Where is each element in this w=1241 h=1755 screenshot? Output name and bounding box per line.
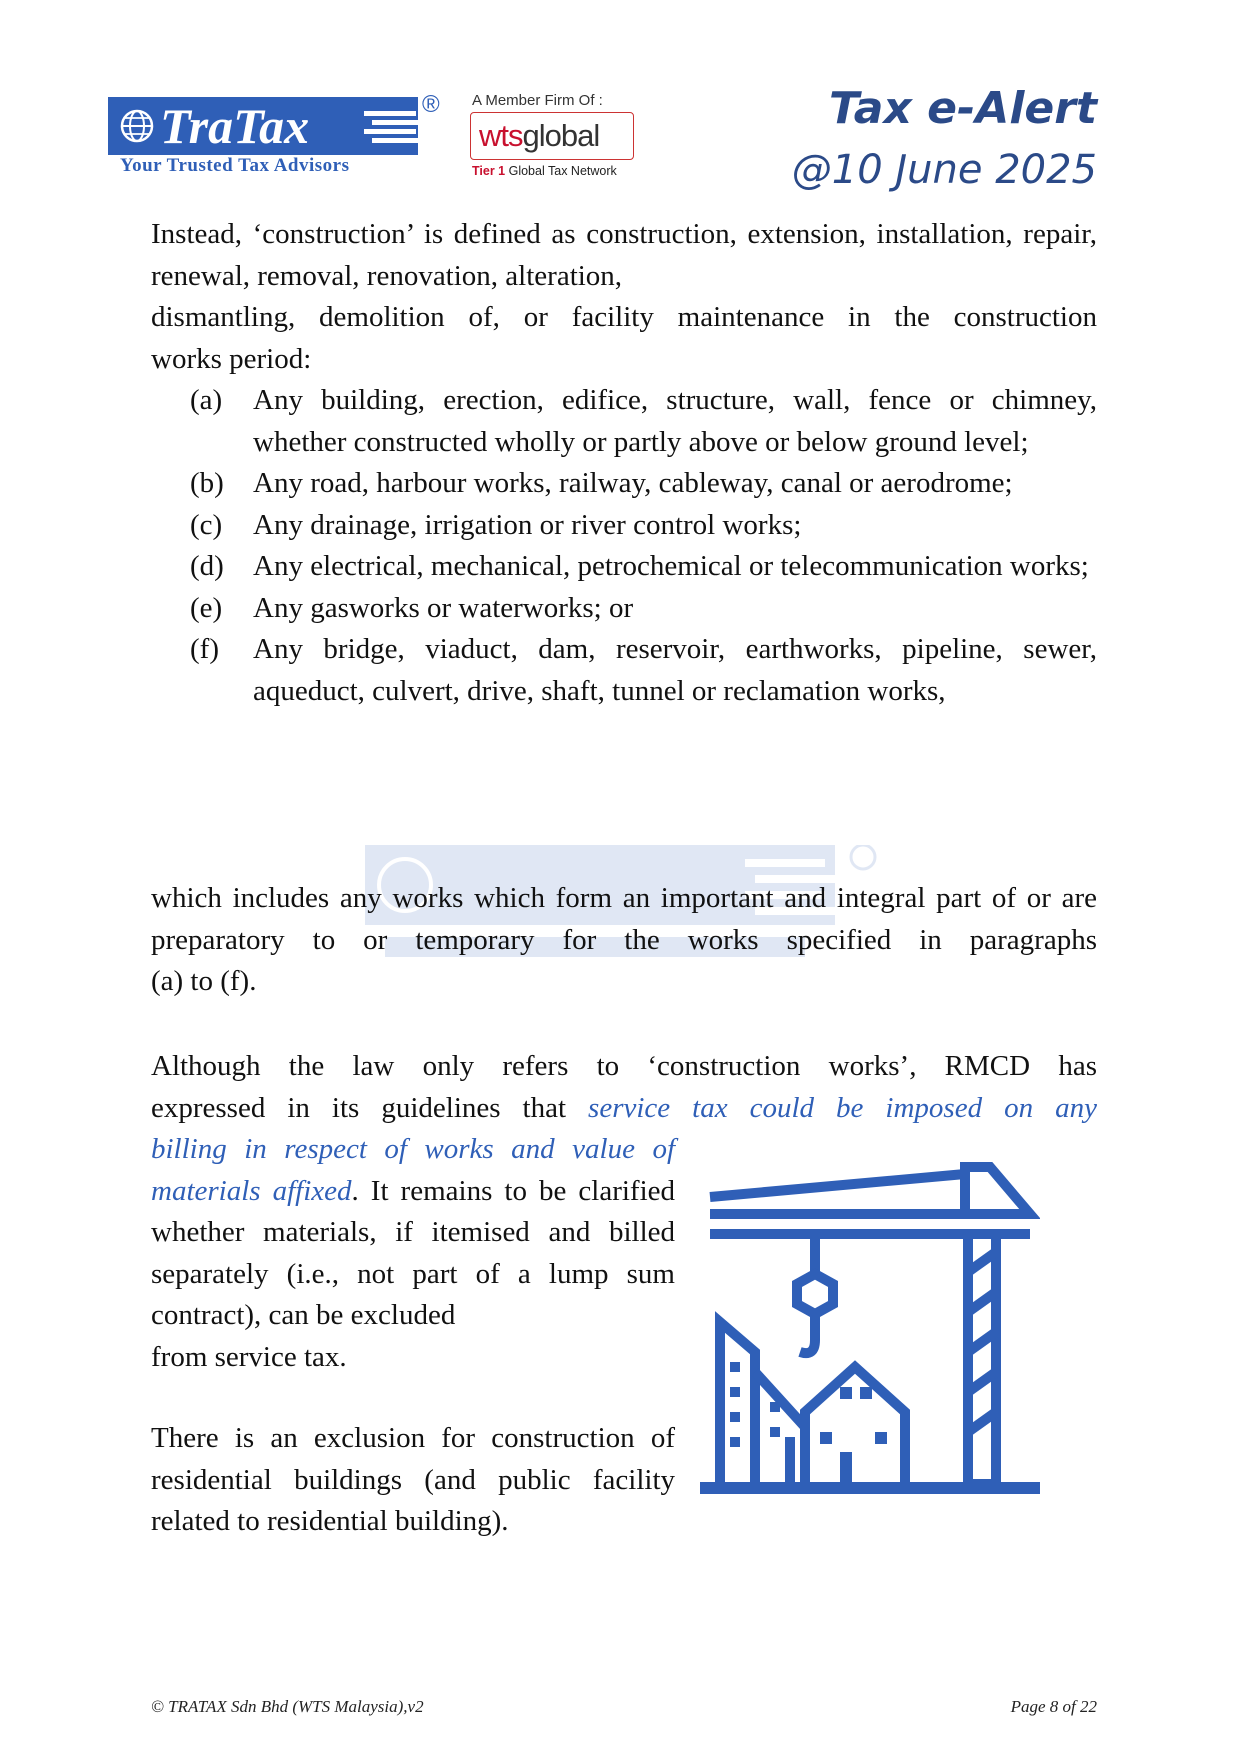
construction-list — [190, 380, 1097, 712]
intro-line-3: works period: — [151, 342, 312, 375]
narrow-last: from service tax. — [151, 1340, 347, 1373]
list-label: (a) — [190, 384, 223, 416]
list-label: (d) — [190, 550, 224, 582]
wts-logo — [470, 112, 634, 160]
globe-icon — [120, 109, 154, 143]
includes-paragraph — [151, 878, 1097, 1003]
exclusion-text: There is an exclusion for construction of residential buildings (and public facility related to residential building). — [151, 1422, 675, 1537]
list-item — [190, 629, 1097, 712]
list-label: (e) — [190, 591, 223, 624]
list-text: Any drainage, irrigation or river control works; — [253, 508, 802, 541]
list-text: Any building, erection, edifice, structure, wall, fence or chimney, whether constructed wholly or partly above or below ground level; — [253, 384, 1097, 458]
although-line-1: Although the law only refers to ‘construction works’, RMCD has — [151, 1050, 1097, 1082]
intro-line-1: Instead, ‘construction’ is defined as construction, extension, installation, repair, renewal, removal, renovation, alteration, — [151, 218, 1097, 292]
includes-last: (a) to (f). — [151, 965, 257, 997]
materials-paragraph — [151, 1129, 675, 1378]
wts-suffix: global — [522, 118, 600, 153]
registered-mark: ® — [422, 91, 440, 118]
list-label: (c) — [190, 508, 223, 541]
although-italic: service tax could be imposed on any — [588, 1091, 1097, 1124]
list-item — [190, 505, 1097, 547]
although-plain: expressed in its guidelines that — [151, 1091, 589, 1124]
member-label: A Member Firm Of : — [472, 92, 603, 109]
footer-copyright: © TRATAX Sdn Bhd (WTS Malaysia),v2 — [151, 1697, 424, 1716]
wts-prefix: wts — [479, 118, 523, 153]
narrow-body — [151, 1171, 675, 1337]
list-label: (f) — [190, 633, 219, 665]
list-item — [190, 546, 1097, 588]
list-item — [190, 380, 1097, 463]
construction-crane-icon — [700, 1162, 1040, 1502]
alert-date: @10 June 2025 — [791, 147, 1097, 193]
exclusion-paragraph — [151, 1418, 675, 1543]
alert-title: Tax e-Alert — [829, 83, 1097, 134]
intro-line-2: dismantling, demolition of, or facility maintenance in the construction — [151, 301, 1097, 333]
alert-heading — [792, 82, 1097, 198]
logo-banner — [108, 97, 418, 155]
tier-bold: Tier 1 — [472, 164, 506, 178]
list-text: Any bridge, viaduct, dam, reservoir, earthworks, pipeline, sewer, aqueduct, culvert, drive, shaft, tunnel or reclamation works, — [253, 633, 1097, 707]
list-text: Any electrical, mechanical, petrochemical or telecommunication works; — [253, 550, 1089, 582]
list-label: (b) — [190, 467, 224, 499]
narrow-rest: . It remains to be clarified whether materials, if itemised and billed separately (i.e., not part of a lump sum contract), can be excluded — [151, 1174, 675, 1331]
tratax-logo — [108, 91, 448, 181]
list-item — [190, 588, 1097, 630]
italic-line-3: billing in respect of works and value of — [151, 1133, 675, 1165]
intro-paragraph — [151, 214, 1097, 380]
although-line-2 — [151, 1088, 1097, 1130]
tier-network — [472, 164, 617, 178]
although-paragraph — [151, 1046, 1097, 1129]
tier-rest: Global Tax Network — [508, 164, 617, 178]
logo-lines-icon — [364, 109, 424, 145]
italic-line-4: materials affixed — [151, 1174, 352, 1207]
list-item — [190, 463, 1097, 505]
includes-text: which includes any works which form an important and integral part of or are preparatory to or temporary for the works specified in paragraphs — [151, 882, 1097, 956]
list-text: Any gasworks or waterworks; or — [253, 591, 634, 624]
list-text: Any road, harbour works, railway, cableway, canal or aerodrome; — [253, 467, 1013, 499]
footer-page-number: Page 8 of 22 — [1010, 1697, 1097, 1716]
logo-tagline: Your Trusted Tax Advisors — [120, 155, 350, 176]
logo-name: TraTax — [160, 98, 310, 154]
member-firm-logo — [470, 92, 640, 182]
